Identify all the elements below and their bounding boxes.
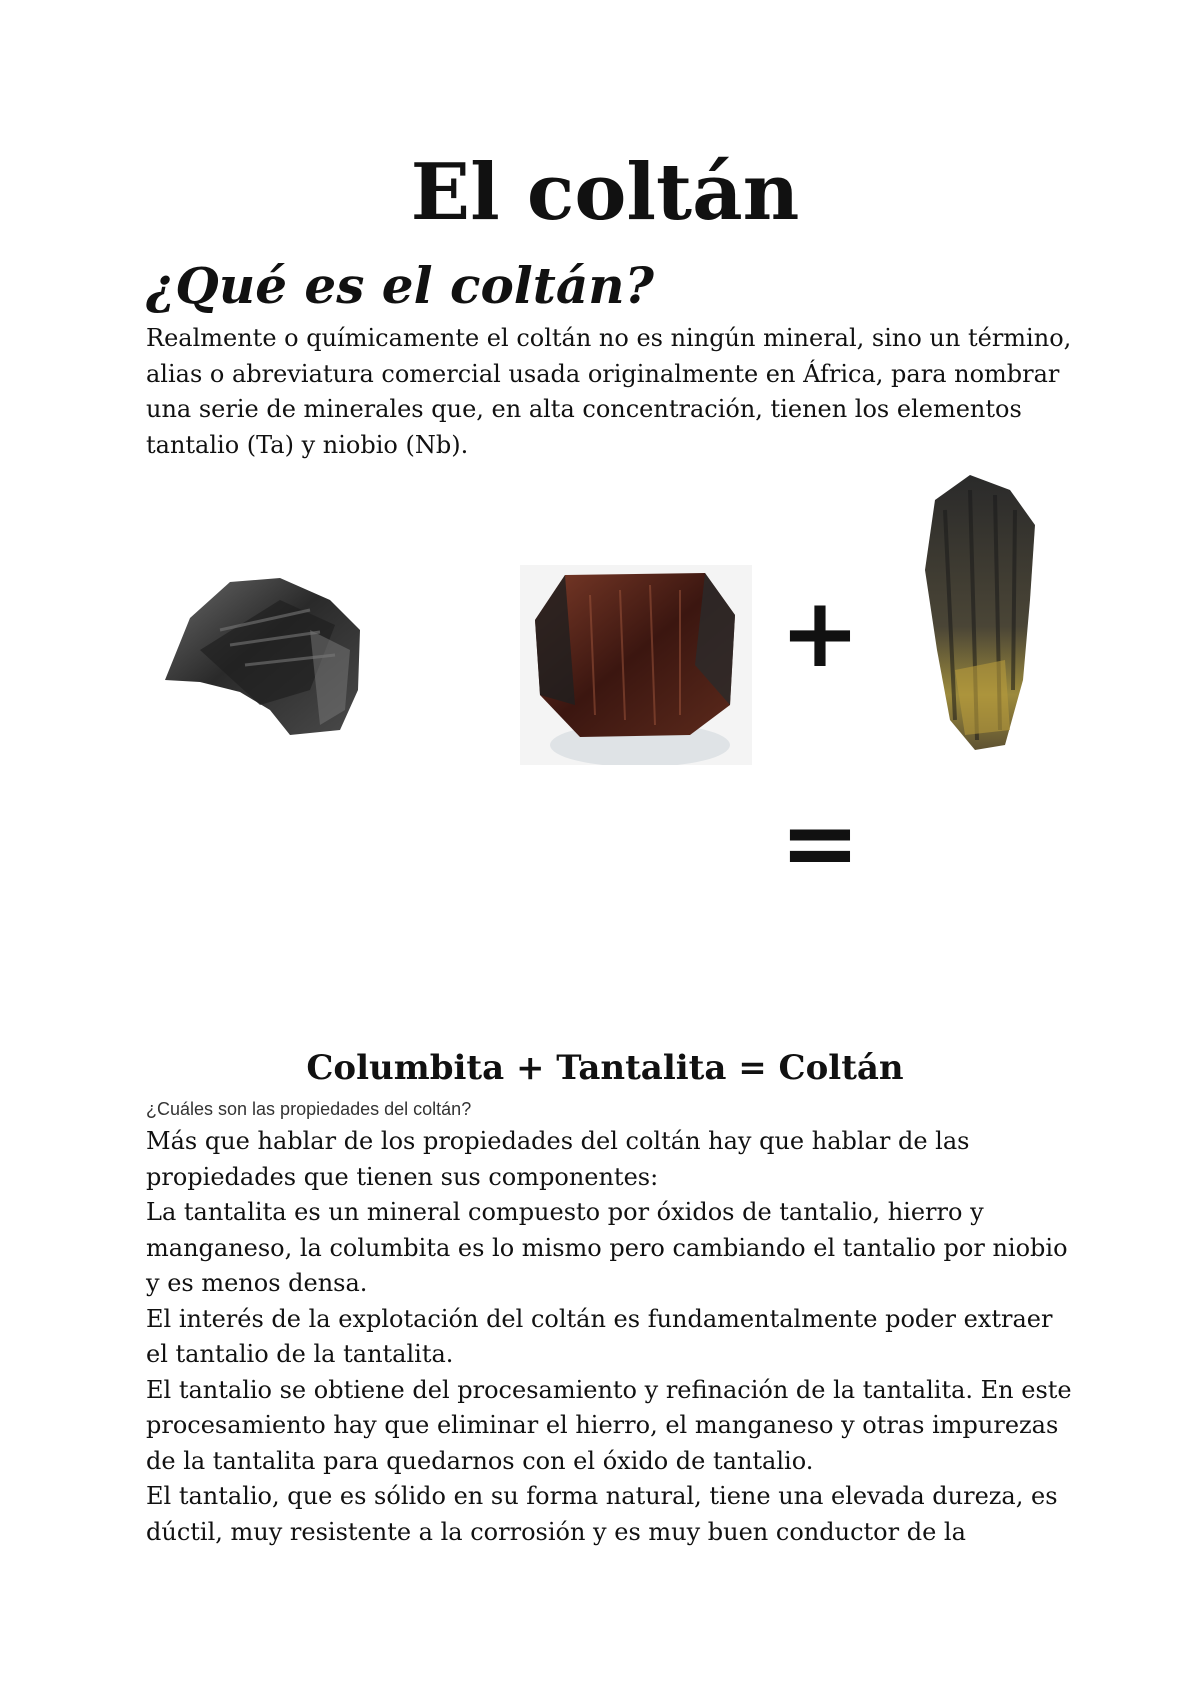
mineral-image-brown — [520, 565, 752, 765]
body-paragraph: El tantalio, que es sólido en su forma natural, tiene una elevada dureza, es dúctil, muy resistente a la corrosión y es muy buen conductor de la — [146, 1482, 1058, 1546]
page-title: El coltán — [410, 147, 800, 238]
body-paragraph: El tantalio se obtiene del procesamiento y refinación de la tantalita. En este procesamiento hay que eliminar el hierro, el manganeso y otras impurezas de la tantalita para quedarnos con el óxido de tantalio. — [146, 1375, 1072, 1475]
intro-paragraph: Realmente o químicamente el coltán no es ningún mineral, sino un término, alias o abreviatura comercial usada originalmente en África, para nombrar una serie de minerales que, en alta concentración, tienen los elementos tantalio (Ta) y niobio (Nb). — [146, 324, 1072, 459]
body-text — [146, 1124, 1076, 1550]
equals-sign: = — [779, 787, 861, 899]
equation-heading: Columbita + Tantalita = Coltán — [306, 1048, 904, 1088]
body-paragraph: El interés de la explotación del coltán es fundamentalmente poder extraer el tantalio de la tantalita. — [146, 1304, 1053, 1368]
body-paragraph: La tantalita es un mineral compuesto por óxidos de tantalio, hierro y manganeso, la columbita es lo mismo pero cambiando el tantalio por niobio y es menos densa. — [146, 1198, 1068, 1297]
section-heading: ¿Qué es el coltán? — [146, 256, 654, 315]
plus-sign: + — [779, 577, 861, 689]
question-heading: ¿Cuáles son las propiedades del coltán? — [146, 1099, 472, 1119]
mineral-image-dark — [160, 570, 370, 740]
body-paragraph: Más que hablar de los propiedades del coltán hay que hablar de las propiedades que tienen sus componentes: — [146, 1127, 970, 1191]
mineral-image-elongated — [915, 470, 1045, 755]
